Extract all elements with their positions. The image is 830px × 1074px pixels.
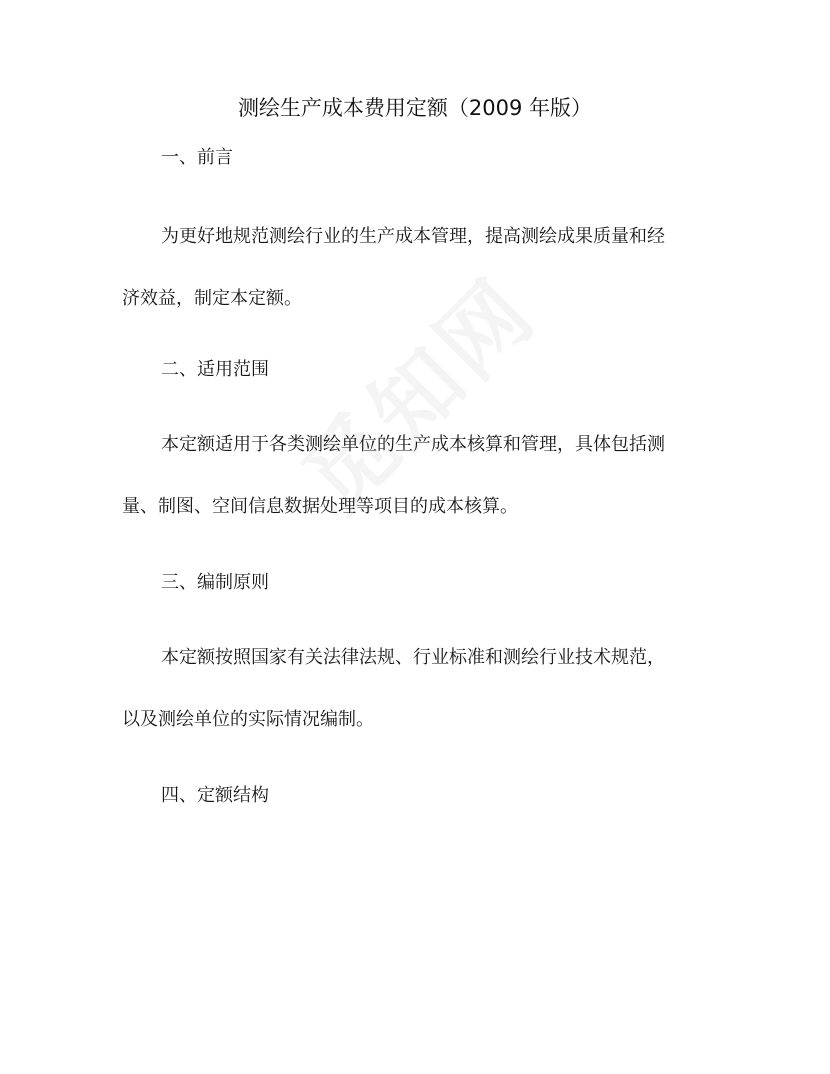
paragraph-line: 以及测绘单位的实际情况编制。 (122, 709, 374, 730)
paragraph-line: 本定额适用于各类测绘单位的生产成本核算和管理，具体包括测 (161, 434, 665, 455)
paragraph-line: 本定额按照国家有关法律法规、行业标准和测绘行业技术规范， (161, 647, 665, 668)
section-heading-structure: 四、定额结构 (161, 785, 269, 806)
section-heading-preface: 一、前言 (161, 147, 233, 168)
section-heading-scope: 二、适用范围 (161, 359, 269, 380)
paragraph-line: 为更好地规范测绘行业的生产成本管理，提高测绘成果质量和经 (161, 226, 665, 247)
paragraph-line: 济效益，制定本定额。 (122, 288, 302, 309)
paragraph-line: 量、制图、空间信息数据处理等项目的成本核算。 (122, 496, 518, 517)
document-title: 测绘生产成本费用定额（2009 年版） (237, 96, 593, 120)
section-heading-principles: 三、编制原则 (161, 572, 269, 593)
